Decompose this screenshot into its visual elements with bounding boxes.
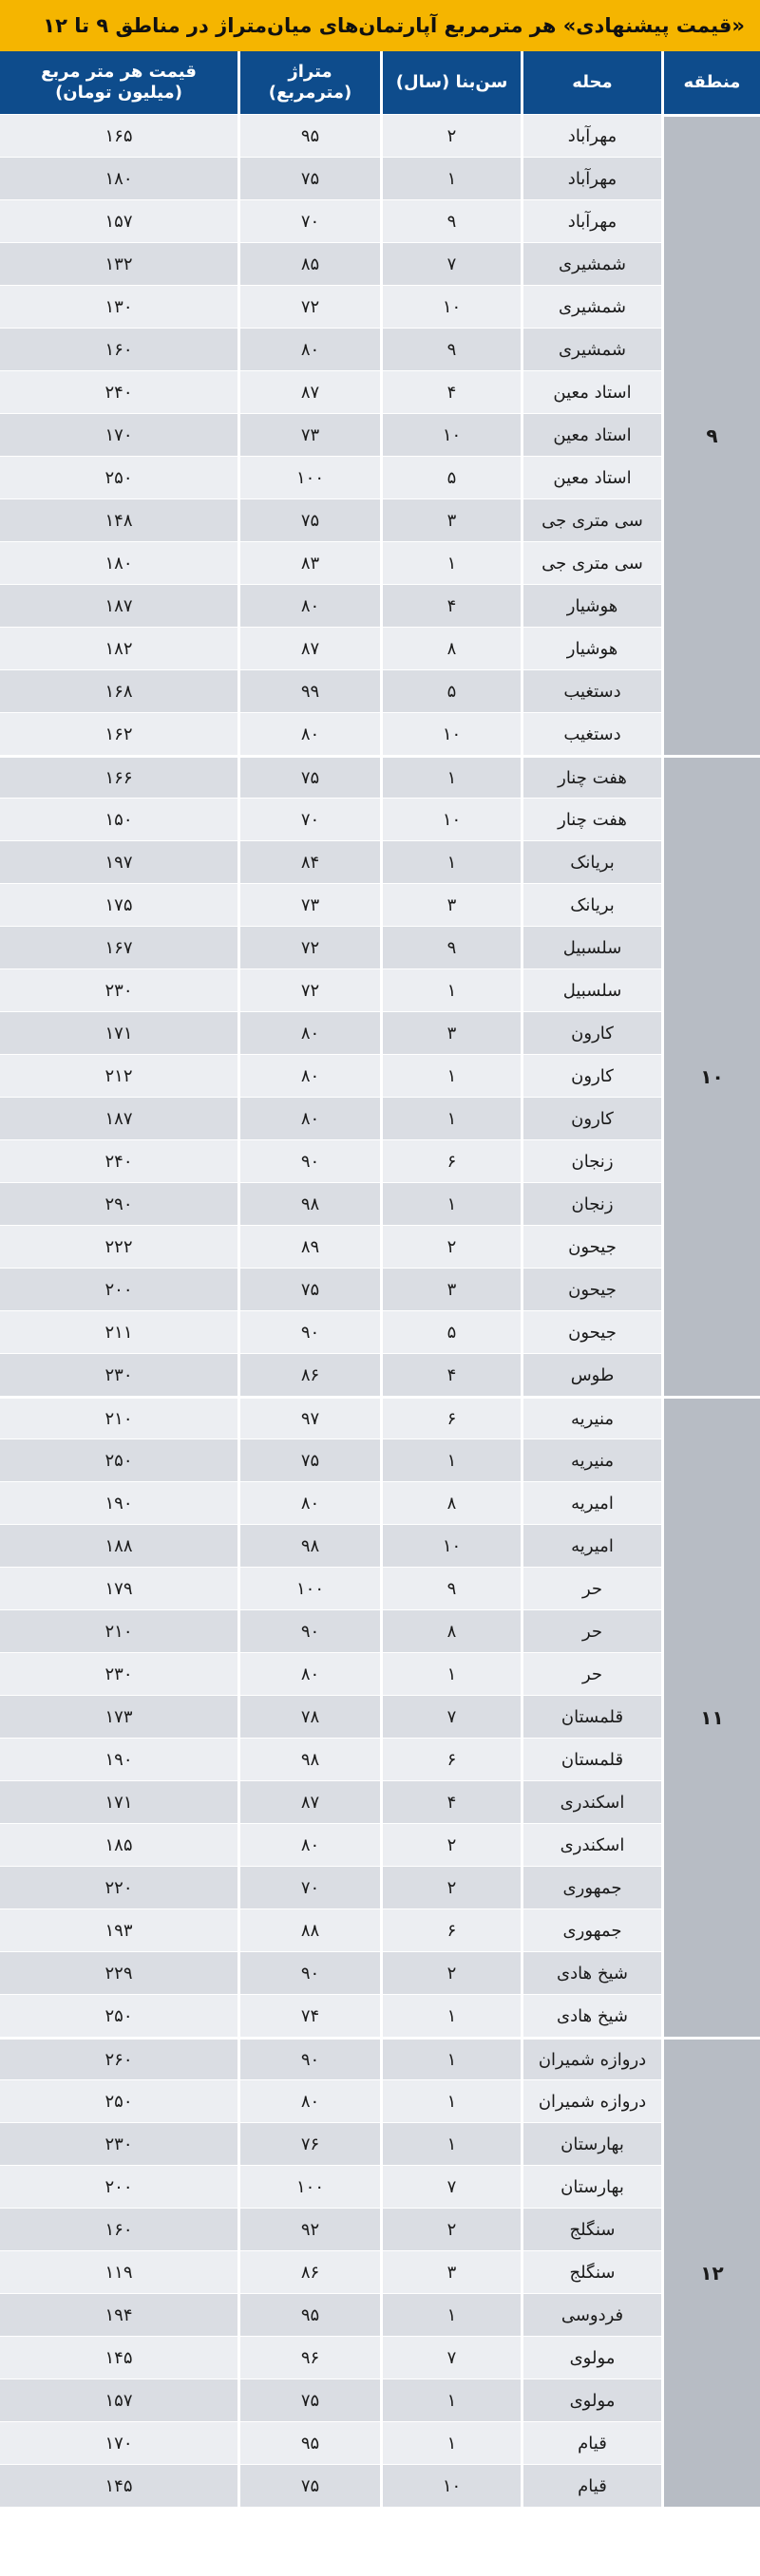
- table-cell-area: ۸۰: [238, 1652, 380, 1695]
- page-title: «قیمت پیشنهادی» هر مترمربع آپارتمان‌های میان‌متراژ در مناطق ۹ تا ۱۲: [0, 0, 760, 51]
- table-cell-building-age: ۷: [380, 1695, 521, 1738]
- table-cell-neighborhood: منیریه: [521, 1438, 661, 1481]
- table-cell-building-age: ۱۰: [380, 413, 521, 456]
- table-cell-price: ۲۱۰: [0, 1396, 238, 1438]
- table-cell-neighborhood: حر: [521, 1652, 661, 1695]
- table-row: [0, 840, 760, 883]
- table-row: [0, 114, 760, 157]
- table-cell-building-age: ۲: [380, 1951, 521, 1994]
- table-row: [0, 1353, 760, 1396]
- table-cell-price: ۱۸۸: [0, 1524, 238, 1567]
- table-cell-price: ۲۴۰: [0, 370, 238, 413]
- table-cell-price: ۲۲۰: [0, 1866, 238, 1908]
- table-cell-building-age: ۶: [380, 1139, 521, 1182]
- table-cell-neighborhood: حر: [521, 1609, 661, 1652]
- table-row: [0, 242, 760, 285]
- table-cell-building-age: ۲: [380, 1823, 521, 1866]
- table-row: [0, 1268, 760, 1310]
- table-cell-price: ۱۸۰: [0, 157, 238, 199]
- table-cell-building-age: ۹: [380, 926, 521, 968]
- table-cell-building-age: ۳: [380, 1268, 521, 1310]
- table-cell-area: ۸۰: [238, 1011, 380, 1054]
- table-cell-price: ۲۵۰: [0, 1994, 238, 2037]
- table-cell-price: ۱۷۵: [0, 883, 238, 926]
- table-row: [0, 328, 760, 370]
- table-cell-area: ۷۵: [238, 755, 380, 798]
- table-body: [0, 114, 760, 2507]
- table-row: [0, 1951, 760, 1994]
- table-cell-area: ۸۰: [238, 1054, 380, 1097]
- table-cell-price: ۲۶۰: [0, 2037, 238, 2079]
- table-cell-building-age: ۶: [380, 1908, 521, 1951]
- table-cell-price: ۲۲۹: [0, 1951, 238, 1994]
- table-cell-area: ۷۴: [238, 1994, 380, 2037]
- table-cell-building-age: ۱: [380, 2079, 521, 2122]
- table-cell-price: ۲۴۰: [0, 1139, 238, 1182]
- table-cell-building-age: ۵: [380, 456, 521, 498]
- table-cell-neighborhood: طوس: [521, 1353, 661, 1396]
- table-cell-price: ۱۶۰: [0, 2208, 238, 2250]
- table-cell-price: ۲۳۰: [0, 1353, 238, 1396]
- table-cell-building-age: ۴: [380, 1353, 521, 1396]
- table-cell-area: ۷۰: [238, 798, 380, 840]
- region-cell: ۱۲: [661, 2037, 760, 2507]
- table-cell-neighborhood: دستغیب: [521, 712, 661, 755]
- table-cell-price: ۲۹۰: [0, 1182, 238, 1225]
- table-row: [0, 755, 760, 798]
- table-row: [0, 2464, 760, 2507]
- table-cell-building-age: ۴: [380, 370, 521, 413]
- table-row: [0, 1994, 760, 2037]
- table-cell-neighborhood: سی متری جی: [521, 498, 661, 541]
- table-row: [0, 2293, 760, 2336]
- table-row: [0, 798, 760, 840]
- table-cell-price: ۱۶۸: [0, 669, 238, 712]
- table-cell-building-age: ۱۰: [380, 798, 521, 840]
- table-cell-neighborhood: جیحون: [521, 1225, 661, 1268]
- table-cell-price: ۱۷۰: [0, 2421, 238, 2464]
- table-cell-area: ۸۴: [238, 840, 380, 883]
- table-cell-neighborhood: استاد معین: [521, 370, 661, 413]
- table-cell-price: ۱۸۰: [0, 541, 238, 584]
- table-cell-area: ۷۳: [238, 883, 380, 926]
- table-row: [0, 2165, 760, 2208]
- table-cell-neighborhood: دستغیب: [521, 669, 661, 712]
- table-cell-neighborhood: شیخ هادی: [521, 1951, 661, 1994]
- table-cell-price: ۱۶۵: [0, 114, 238, 157]
- table-row: [0, 1738, 760, 1780]
- table-cell-area: ۷۵: [238, 498, 380, 541]
- table-row: [0, 1780, 760, 1823]
- table-row: [0, 1438, 760, 1481]
- table-row: [0, 1823, 760, 1866]
- table-row: [0, 1139, 760, 1182]
- table-cell-neighborhood: جیحون: [521, 1268, 661, 1310]
- table-cell-neighborhood: دروازه شمیران: [521, 2079, 661, 2122]
- price-table: [0, 51, 760, 2507]
- table-row: [0, 2122, 760, 2165]
- table-cell-neighborhood: شمشیری: [521, 242, 661, 285]
- table-cell-price: ۱۵۷: [0, 199, 238, 242]
- table-cell-area: ۹۰: [238, 1609, 380, 1652]
- table-cell-neighborhood: اسکندری: [521, 1823, 661, 1866]
- table-row: [0, 1097, 760, 1139]
- region-cell: ۹: [661, 114, 760, 755]
- table-cell-building-age: ۱: [380, 1097, 521, 1139]
- table-cell-area: ۷۵: [238, 2379, 380, 2421]
- table-cell-area: ۸۰: [238, 1481, 380, 1524]
- table-row: [0, 2079, 760, 2122]
- table-cell-area: ۹۸: [238, 1182, 380, 1225]
- table-cell-neighborhood: جمهوری: [521, 1908, 661, 1951]
- table-cell-area: ۹۸: [238, 1738, 380, 1780]
- table-cell-building-age: ۱۰: [380, 1524, 521, 1567]
- table-cell-neighborhood: سی متری جی: [521, 541, 661, 584]
- table-cell-area: ۸۷: [238, 1780, 380, 1823]
- table-cell-neighborhood: جیحون: [521, 1310, 661, 1353]
- table-cell-price: ۱۶۶: [0, 755, 238, 798]
- table-row: [0, 669, 760, 712]
- table-cell-area: ۹۶: [238, 2336, 380, 2379]
- table-cell-area: ۷۰: [238, 1866, 380, 1908]
- table-cell-neighborhood: بهارستان: [521, 2122, 661, 2165]
- table-cell-building-age: ۸: [380, 1481, 521, 1524]
- table-row: [0, 968, 760, 1011]
- table-cell-building-age: ۳: [380, 498, 521, 541]
- table-cell-area: ۹۲: [238, 2208, 380, 2250]
- table-cell-neighborhood: هفت چنار: [521, 798, 661, 840]
- table-cell-building-age: ۱: [380, 1054, 521, 1097]
- table-cell-neighborhood: مولوی: [521, 2336, 661, 2379]
- table-cell-neighborhood: استاد معین: [521, 456, 661, 498]
- table-cell-area: ۹۹: [238, 669, 380, 712]
- table-row: [0, 1866, 760, 1908]
- table-cell-price: ۲۳۰: [0, 2122, 238, 2165]
- table-cell-building-age: ۷: [380, 242, 521, 285]
- table-cell-area: ۱۰۰: [238, 2165, 380, 2208]
- table-cell-neighborhood: سنگلج: [521, 2250, 661, 2293]
- table-cell-building-age: ۲: [380, 1225, 521, 1268]
- table-row: [0, 285, 760, 328]
- table-cell-building-age: ۷: [380, 2336, 521, 2379]
- table-row: [0, 584, 760, 627]
- table-cell-neighborhood: سنگلج: [521, 2208, 661, 2250]
- table-cell-price: ۱۴۸: [0, 498, 238, 541]
- table-cell-price: ۱۳۰: [0, 285, 238, 328]
- header-area: متراژ (مترمربع): [238, 51, 380, 114]
- table-cell-neighborhood: جمهوری: [521, 1866, 661, 1908]
- table-cell-area: ۷۰: [238, 199, 380, 242]
- table-row: [0, 1310, 760, 1353]
- table-row: [0, 456, 760, 498]
- table-cell-area: ۸۶: [238, 2250, 380, 2293]
- table-cell-building-age: ۱۰: [380, 285, 521, 328]
- table-cell-price: ۱۷۰: [0, 413, 238, 456]
- table-cell-neighborhood: مولوی: [521, 2379, 661, 2421]
- table-cell-building-age: ۲: [380, 1866, 521, 1908]
- table-cell-price: ۲۰۰: [0, 1268, 238, 1310]
- table-cell-building-age: ۲: [380, 114, 521, 157]
- table-cell-building-age: ۴: [380, 584, 521, 627]
- table-cell-price: ۱۸۷: [0, 1097, 238, 1139]
- table-cell-area: ۹۰: [238, 1951, 380, 1994]
- table-cell-neighborhood: سلسبیل: [521, 926, 661, 968]
- table-cell-price: ۱۷۹: [0, 1567, 238, 1609]
- table-cell-area: ۹۵: [238, 2421, 380, 2464]
- table-header-row: [0, 51, 760, 114]
- table-cell-area: ۷۵: [238, 1268, 380, 1310]
- table-cell-building-age: ۵: [380, 669, 521, 712]
- table-row: [0, 1396, 760, 1438]
- table-cell-building-age: ۱: [380, 2037, 521, 2079]
- table-row: [0, 712, 760, 755]
- table-cell-price: ۲۵۰: [0, 1438, 238, 1481]
- table-cell-neighborhood: کارون: [521, 1054, 661, 1097]
- table-cell-building-age: ۴: [380, 1780, 521, 1823]
- table-cell-area: ۹۵: [238, 2293, 380, 2336]
- table-cell-neighborhood: مهرآباد: [521, 157, 661, 199]
- table-cell-price: ۱۷۱: [0, 1011, 238, 1054]
- table-row: [0, 541, 760, 584]
- table-cell-neighborhood: فردوسی: [521, 2293, 661, 2336]
- table-cell-price: ۱۵۰: [0, 798, 238, 840]
- header-neighborhood: محله: [521, 51, 661, 114]
- table-cell-price: ۱۶۷: [0, 926, 238, 968]
- table-cell-building-age: ۱۰: [380, 2464, 521, 2507]
- table-cell-neighborhood: دروازه شمیران: [521, 2037, 661, 2079]
- table-cell-building-age: ۳: [380, 883, 521, 926]
- table-cell-area: ۷۲: [238, 968, 380, 1011]
- table-cell-area: ۷۶: [238, 2122, 380, 2165]
- table-cell-neighborhood: هفت چنار: [521, 755, 661, 798]
- table-cell-price: ۱۸۲: [0, 627, 238, 669]
- table-row: [0, 498, 760, 541]
- table-cell-neighborhood: مهرآباد: [521, 199, 661, 242]
- table-cell-building-age: ۷: [380, 2165, 521, 2208]
- table-cell-building-age: ۱: [380, 968, 521, 1011]
- table-cell-price: ۱۹۷: [0, 840, 238, 883]
- table-cell-neighborhood: استاد معین: [521, 413, 661, 456]
- table-row: [0, 627, 760, 669]
- table-cell-neighborhood: امیریه: [521, 1524, 661, 1567]
- table-cell-building-age: ۱: [380, 840, 521, 883]
- table-cell-area: ۸۰: [238, 328, 380, 370]
- table-cell-area: ۸۸: [238, 1908, 380, 1951]
- table-cell-building-age: ۲: [380, 2208, 521, 2250]
- table-row: [0, 157, 760, 199]
- table-row: [0, 199, 760, 242]
- table-row: [0, 413, 760, 456]
- table-row: [0, 1481, 760, 1524]
- table-cell-price: ۱۸۵: [0, 1823, 238, 1866]
- table-cell-area: ۷۲: [238, 926, 380, 968]
- table-cell-area: ۹۰: [238, 2037, 380, 2079]
- table-cell-building-age: ۳: [380, 2250, 521, 2293]
- table-cell-price: ۱۹۳: [0, 1908, 238, 1951]
- table-cell-neighborhood: بریانک: [521, 883, 661, 926]
- table-cell-area: ۱۰۰: [238, 456, 380, 498]
- table-cell-neighborhood: قلمستان: [521, 1738, 661, 1780]
- table-cell-neighborhood: زنجان: [521, 1139, 661, 1182]
- table-cell-price: ۲۱۰: [0, 1609, 238, 1652]
- table-cell-price: ۱۷۳: [0, 1695, 238, 1738]
- table-cell-building-age: ۱: [380, 1182, 521, 1225]
- table-cell-neighborhood: مهرآباد: [521, 114, 661, 157]
- table-cell-area: ۹۰: [238, 1310, 380, 1353]
- table-cell-neighborhood: زنجان: [521, 1182, 661, 1225]
- table-cell-price: ۱۵۷: [0, 2379, 238, 2421]
- table-cell-area: ۷۳: [238, 413, 380, 456]
- table-cell-price: ۲۵۰: [0, 2079, 238, 2122]
- table-cell-neighborhood: شمشیری: [521, 285, 661, 328]
- table-row: [0, 370, 760, 413]
- table-cell-neighborhood: امیریه: [521, 1481, 661, 1524]
- table-row: [0, 926, 760, 968]
- table-cell-neighborhood: هوشیار: [521, 627, 661, 669]
- table-cell-neighborhood: قیام: [521, 2421, 661, 2464]
- table-cell-area: ۱۰۰: [238, 1567, 380, 1609]
- table-cell-building-age: ۱: [380, 1438, 521, 1481]
- table-cell-building-age: ۹: [380, 199, 521, 242]
- table-cell-building-age: ۱: [380, 1652, 521, 1695]
- table-cell-neighborhood: سلسبیل: [521, 968, 661, 1011]
- table-cell-building-age: ۱: [380, 157, 521, 199]
- table-cell-area: ۸۹: [238, 1225, 380, 1268]
- table-cell-area: ۷۵: [238, 2464, 380, 2507]
- table-cell-building-age: ۱۰: [380, 712, 521, 755]
- table-cell-price: ۱۴۵: [0, 2464, 238, 2507]
- table-cell-neighborhood: کارون: [521, 1011, 661, 1054]
- table-row: [0, 2037, 760, 2079]
- header-region: منطقه: [661, 51, 760, 114]
- table-cell-building-age: ۹: [380, 328, 521, 370]
- table-cell-area: ۸۶: [238, 1353, 380, 1396]
- table-cell-building-age: ۸: [380, 1609, 521, 1652]
- table-cell-area: ۸۷: [238, 370, 380, 413]
- table-cell-price: ۲۱۲: [0, 1054, 238, 1097]
- region-cell: ۱۱: [661, 1396, 760, 2037]
- table-cell-price: ۱۳۲: [0, 242, 238, 285]
- table-cell-building-age: ۹: [380, 1567, 521, 1609]
- table-cell-area: ۸۳: [238, 541, 380, 584]
- table-cell-building-age: ۱: [380, 2379, 521, 2421]
- table-cell-building-age: ۱: [380, 2293, 521, 2336]
- table-cell-price: ۲۵۰: [0, 456, 238, 498]
- table-cell-building-age: ۱: [380, 2421, 521, 2464]
- table-cell-price: ۱۶۲: [0, 712, 238, 755]
- table-cell-neighborhood: حر: [521, 1567, 661, 1609]
- table-cell-building-age: ۶: [380, 1396, 521, 1438]
- table-cell-area: ۸۷: [238, 627, 380, 669]
- table-cell-price: ۲۲۲: [0, 1225, 238, 1268]
- header-price-per-meter: قیمت هر متر مربع (میلیون تومان): [0, 51, 238, 114]
- table-cell-neighborhood: شمشیری: [521, 328, 661, 370]
- table-row: [0, 883, 760, 926]
- table-cell-neighborhood: قیام: [521, 2464, 661, 2507]
- table-cell-price: ۲۳۰: [0, 968, 238, 1011]
- table-cell-area: ۸۰: [238, 1097, 380, 1139]
- table-cell-building-age: ۱: [380, 1994, 521, 2037]
- table-cell-price: ۲۳۰: [0, 1652, 238, 1695]
- table-cell-price: ۱۹۰: [0, 1738, 238, 1780]
- table-cell-neighborhood: شیخ هادی: [521, 1994, 661, 2037]
- region-cell: ۱۰: [661, 755, 760, 1396]
- table-cell-building-age: ۵: [380, 1310, 521, 1353]
- table-cell-price: ۲۱۱: [0, 1310, 238, 1353]
- table-cell-neighborhood: بهارستان: [521, 2165, 661, 2208]
- table-row: [0, 1011, 760, 1054]
- table-row: [0, 1908, 760, 1951]
- table-cell-area: ۷۵: [238, 157, 380, 199]
- table-row: [0, 1695, 760, 1738]
- table-row: [0, 1225, 760, 1268]
- table-cell-neighborhood: هوشیار: [521, 584, 661, 627]
- table-cell-area: ۹۷: [238, 1396, 380, 1438]
- table-cell-neighborhood: قلمستان: [521, 1695, 661, 1738]
- table-cell-neighborhood: منیریه: [521, 1396, 661, 1438]
- table-row: [0, 2208, 760, 2250]
- table-cell-price: ۱۶۰: [0, 328, 238, 370]
- table-row: [0, 1182, 760, 1225]
- table-cell-area: ۸۰: [238, 2079, 380, 2122]
- table-cell-neighborhood: کارون: [521, 1097, 661, 1139]
- table-cell-area: ۹۵: [238, 114, 380, 157]
- header-building-age: سن‌بنا (سال): [380, 51, 521, 114]
- table-cell-price: ۱۷۱: [0, 1780, 238, 1823]
- table-row: [0, 1054, 760, 1097]
- table-cell-neighborhood: بریانک: [521, 840, 661, 883]
- table-cell-building-age: ۶: [380, 1738, 521, 1780]
- table-cell-area: ۸۰: [238, 1823, 380, 1866]
- table-cell-building-age: ۱: [380, 2122, 521, 2165]
- table-cell-price: ۱۹۴: [0, 2293, 238, 2336]
- table-cell-price: ۱۱۹: [0, 2250, 238, 2293]
- table-cell-area: ۹۸: [238, 1524, 380, 1567]
- table-row: [0, 1524, 760, 1567]
- table-row: [0, 2421, 760, 2464]
- table-cell-area: ۹۰: [238, 1139, 380, 1182]
- table-cell-building-age: ۸: [380, 627, 521, 669]
- table-cell-area: ۸۰: [238, 584, 380, 627]
- table-row: [0, 1652, 760, 1695]
- table-cell-price: ۱۹۰: [0, 1481, 238, 1524]
- table-cell-building-age: ۳: [380, 1011, 521, 1054]
- table-cell-price: ۱۴۵: [0, 2336, 238, 2379]
- table-cell-building-age: ۱: [380, 541, 521, 584]
- table-cell-area: ۸۵: [238, 242, 380, 285]
- table-cell-area: ۷۸: [238, 1695, 380, 1738]
- table-row: [0, 2250, 760, 2293]
- table-row: [0, 1567, 760, 1609]
- table-cell-price: ۱۸۷: [0, 584, 238, 627]
- table-row: [0, 2379, 760, 2421]
- table-cell-area: ۷۵: [238, 1438, 380, 1481]
- table-cell-price: ۲۰۰: [0, 2165, 238, 2208]
- table-cell-neighborhood: اسکندری: [521, 1780, 661, 1823]
- table-cell-building-age: ۱: [380, 755, 521, 798]
- table-row: [0, 2336, 760, 2379]
- table-row: [0, 1609, 760, 1652]
- table-cell-area: ۷۲: [238, 285, 380, 328]
- table-cell-area: ۸۰: [238, 712, 380, 755]
